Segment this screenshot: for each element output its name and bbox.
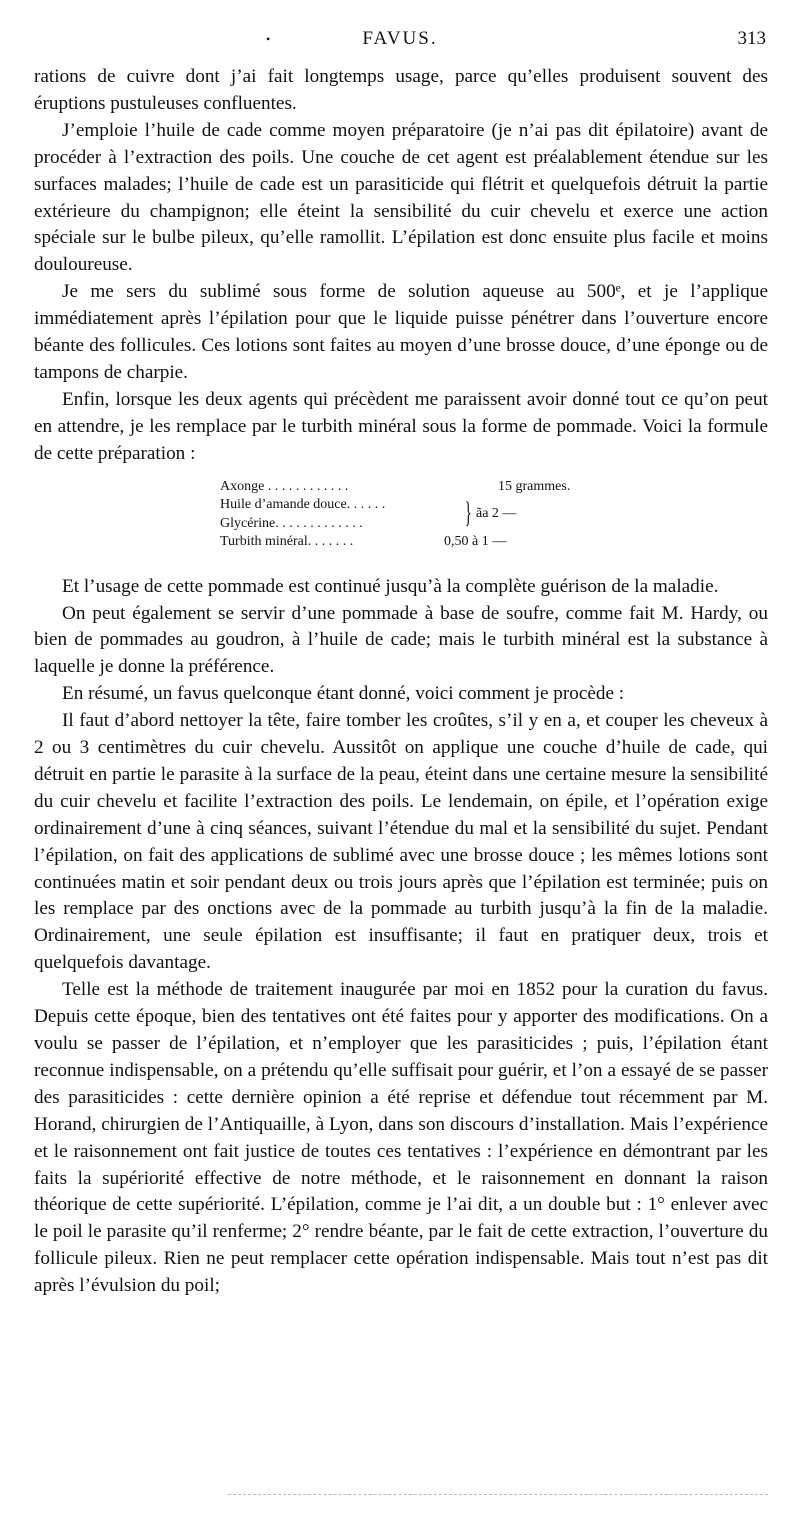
page-number: 313 <box>737 28 766 49</box>
running-header: • FAVUS. 313 <box>0 28 800 54</box>
brace-symbol: } <box>464 495 472 529</box>
recipe-quantity: 15 grammes. <box>498 478 571 494</box>
recipe-combined-quantity: ãa 2 — <box>476 505 517 521</box>
recipe-ingredient: Huile d’amande douce. . . . . . <box>220 497 386 513</box>
recipe-row <box>220 515 600 534</box>
recipe-ingredient: Axonge . . . . . . . . . . . . <box>220 478 349 494</box>
recipe-ingredient: Glycérine. . . . . . . . . . . . . <box>220 515 363 531</box>
paragraph: Et l’usage de cette pommade est continué jusqu’à la complète guérison de la maladie. <box>62 575 719 597</box>
recipe-ingredient: Turbith minéral. . . . . . . <box>220 534 354 550</box>
running-title: FAVUS. <box>362 28 438 49</box>
paragraph: Telle est la méthode de traitement inaugurée par moi en 1852 pour la curation du favus. Depuis cette époque, bien des tentatives ont été faites pour y apporter des modifications. On a voulu se passer de l’épilation, et n’employer que les parasiticides ; puis, l’épilation étant reconnue indispensable, on a prétendu qu’elle suffisait pour guérir, et l’on a essayé de se passer des parasiticides : cette dernière opinion a été reprise et défendue tout récemment par M. Horand, chirurgien de l’Antiquaille, à Lyon, dans son discours d’installation. Mais l’expérience et le raisonnement ont fait justice de toutes ces tentatives : l’expérience en démontrant par les faits la supériorité effective de notre méthode, et le raisonnement en donnant la raison théorique de cette supériorité. L’épilation, comme je l’ai dit, a un double but : 1° enlever avec le poil le parasite qu’il renferme; 2° rendre béante, par le fait de cette extraction, l’ouverture du follicule pileux. Rien ne peut remplacer cette opération indispensable. Mais tout n’est pas dit après l’évulsion du poil; <box>34 979 768 1297</box>
footer-rule <box>228 1494 768 1495</box>
recipe-quantity: 0,50 à 1 — <box>444 534 507 550</box>
paragraph: Il faut d’abord nettoyer la tête, faire tomber les croûtes, s’il y en a, et couper les cheveux à 2 ou 3 centimètres du cuir chevelu. Aussitôt on applique une couche d’huile de cade, qui détruit en partie le parasite à la surface de la peau, éteint dans une certaine mesure la sensibilité du cuir chevelu et facilite l’extraction des poils. Le lendemain, on épile, et l’opération exige ordinairement d’une à cinq séances, suivant l’étendue du mal et la sensibilité du sujet. Pendant l’épilation, on fait des applications de sublimé avec une brosse douce ; les mêmes lotions sont continuées matin et soir pendant deux ou trois jours après que l’épilation est terminée; puis on les remplace par des onctions avec de la pommade au turbith jusqu’à la fin de la maladie. Ordinairement, une seule épilation est insuffisante; il faut en pratiquer deux, trois et quelquefois davantage. <box>34 710 768 974</box>
recipe-formula <box>220 478 600 552</box>
paragraph: Enfin, lorsque les deux agents qui précèdent me paraissent avoir donné tout ce qu’on peut en attendre, je les remplace par le turbith minéral sous la forme de pommade. Voici la formule de cette préparation : <box>34 388 768 464</box>
paragraph: Je me sers du sublimé sous forme de solution aqueuse au 500ᵉ, et je l’applique immédiatement après l’épilation pour que le liquide puisse pénétrer dans l’ouverture encore béante des follicules. Ces lotions sont faites au moyen d’une brosse douce, d’une éponge ou de tampons de charpie. <box>34 281 768 383</box>
recipe-row <box>220 478 600 497</box>
recipe-row <box>220 496 600 515</box>
paragraphs-after-recipe <box>34 574 768 1300</box>
paragraph: On peut également se servir d’une pommade à base de soufre, comme fait M. Hardy, ou bien de pommades au goudron, à l’huile de cade; mais le turbith minéral est la substance à laquelle je donne la préférence. <box>34 602 768 678</box>
paragraphs-before-recipe <box>34 64 768 468</box>
body-text <box>34 64 768 1300</box>
paragraph: J’emploie l’huile de cade comme moyen préparatoire (je n’ai pas dit épilatoire) avant de procéder à l’extraction des poils. Une couche de cet agent est préalablement étendue sur les surfaces malades; l’huile de cade est un parasiticide qui flétrit et quelquefois détruit la partie extérieure du champignon; elle éteint la sensibilité du cuir chevelu et exerce une action spéciale sur le bulbe pileux, qu’elle ramollit. L’épilation est donc ensuite plus facile et moins douloureuse. <box>34 119 768 276</box>
paragraph: En résumé, un favus quelconque étant donné, voici comment je procède : <box>62 683 625 705</box>
paragraph: rations de cuivre dont j’ai fait longtemps usage, parce qu’elles produisent souvent des éruptions pustuleuses confluentes. <box>34 66 768 114</box>
recipe-row <box>220 533 600 552</box>
